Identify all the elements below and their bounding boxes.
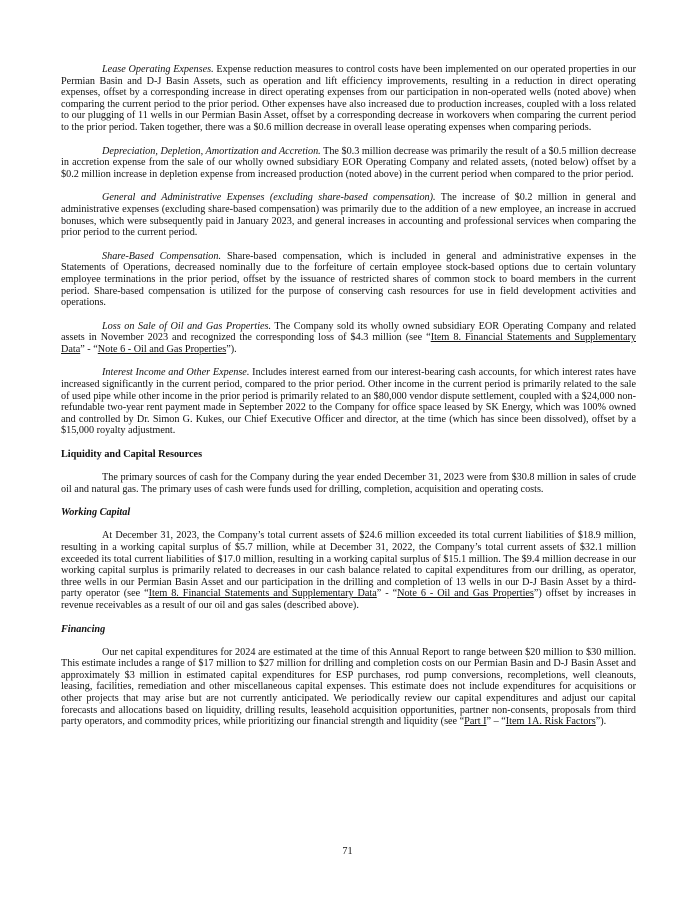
dda-text: The $0.3 million decrease was primarily the result of a $0.5 million decrease in accretion expense from the sale of our wholly owned subsidiary EOR Operating Company and related assets, (noted below) offset by a $0.2 million increase in depletion expense from increased production (noted above) in the current period when compared to the prior period. bbox=[61, 145, 637, 180]
financing-paragraph bbox=[61, 647, 636, 728]
working-capital-paragraph bbox=[61, 530, 636, 611]
loss-on-sale-heading: Loss on Sale of Oil and Gas Properties. bbox=[102, 320, 272, 332]
liquidity-paragraph: The primary sources of cash for the Company during the year ended December 31, 2023 were from $30.8 million in sales of crude oil and natural gas. The primary uses of cash were funds used for drilling, completion, acquisition and operating costs. bbox=[61, 472, 636, 495]
dda-heading: Depreciation, Depletion, Amortization and Accretion. bbox=[102, 145, 321, 157]
note-6-link[interactable]: Note 6 - Oil and Gas Properties bbox=[397, 588, 534, 600]
document-page bbox=[61, 64, 636, 740]
financing-separator: ” – “ bbox=[486, 716, 506, 728]
page-number: 71 bbox=[342, 846, 353, 857]
financing-heading: Financing bbox=[61, 623, 106, 635]
share-based-compensation-text: Share-based compensation, which is included in general and administrative expenses in the Statements of Operations, decreased nominally due to the forfeiture of certain employee stock-based options due to certain voluntary employee terminations in the prior period, offset by the issuance of restricted shares of common stock to board members in the current period. Share-based compensation is utilized for the purpose of conserving cash resources for use in field development activities and operations. bbox=[61, 250, 636, 309]
dda-paragraph bbox=[61, 146, 636, 181]
part-i-link[interactable]: Part I bbox=[464, 716, 487, 728]
financing-text: Our net capital expenditures for 2024 are estimated at the time of this Annual Report to range between $20 million to $30 million. This estimate includes a range of $17 million to $27 million for drilling and completion costs on our Permian Basin and D-J Basin Asset and approximately $3 million in estimated capital expenditures for ESP purchases, rod pump conversions, recompletions, well cleanouts, leasing, facilities, remediation and other miscellaneous capital expenses. This estimate does not include expenditures for acquisitions or other projects that may arise but are not currently anticipated. We periodically review our capital expenditures and adjust our capital forecasts and allocations based on liquidity, drilling results, leasehold acquisition opportunities, partner non-consents, proposals from third party operators, and commodity prices, while prioritizing our financial strength and liquidity (see “ bbox=[61, 646, 636, 728]
interest-income-text: Includes interest earned from our interest-bearing cash accounts, for which interest rates have increased significantly in the current period, compared to the prior period. Other income in the current period is primarily related to the sale of used pipe while other income in the prior period is primarily related to an $80,000 vendor dispute settlement, coupled with a $24,000 non-refundable two-year rent payment made in September 2022 to the Company for office space leased by SK Energy, which was 100% owned and controlled by Dr. Simon G. Kukes, our Chief Executive Officer and director, at the time (which has since been dissolved), offset by a $15,000 royalty adjustment. bbox=[61, 367, 636, 437]
share-based-compensation-paragraph bbox=[61, 251, 636, 309]
interest-income-paragraph bbox=[61, 367, 636, 437]
working-capital-text: At December 31, 2023, the Company’s total current assets of $24.6 million exceeded its total current liabilities of $18.9 million, resulting in a working capital surplus of $5.7 million, while at December 31, 2022, the Company’s total current assets of $32.1 million exceeded its total current liabilities of $17.0 million, resulting in a working capital surplus of $15.1 million. The $9.4 million decrease in our working capital surplus is primarily related to decreases in our cash balance related to capital expenditures from our drilling, as operator, three wells in our Permian Basin Asset and our participation in the drilling and completion of 13 wells in our D-J Basin Asset by a third-party operator (see “ bbox=[61, 530, 636, 600]
loss-on-sale-text-end: ”). bbox=[226, 343, 237, 355]
loss-on-sale-text: The Company sold its wholly owned subsidiary EOR Operating Company and related assets in November 2023 and recognized the corresponding loss of $4.3 million (see “ bbox=[61, 320, 636, 344]
item-8-link[interactable]: Item 8. Financial Statements and Supplementary Data bbox=[61, 332, 636, 355]
loss-on-sale-paragraph bbox=[61, 321, 636, 356]
gna-paragraph bbox=[61, 192, 636, 238]
working-capital-heading: Working Capital bbox=[61, 507, 131, 519]
lease-operating-expenses-text: Expense reduction measures to control costs have been implemented on our operated properties in our Permian Basin and D-J Basin Assets, such as operation and lift efficiency improvements, resulting in a reduction in direct operating expenses, offset by a corresponding increase in direct operating expenses from our participation in non-operated wells (noted above) when comparing the current period to the prior period. Other expenses have also increased due to production increases, coupled with a loss related to our plugging of 11 wells in our Permian Basin Asset, offset by a corresponding decrease in workovers when comparing the current period to the prior period. Taken together, there was a $0.6 million decrease in overall lease operating expenses when comparing periods. bbox=[61, 64, 636, 133]
gna-heading: General and Administrative Expenses (excluding share-based compensation). bbox=[102, 192, 436, 204]
loss-on-sale-separator: ” - “ bbox=[80, 343, 98, 355]
lease-operating-expenses-heading: Lease Operating Expenses. bbox=[102, 64, 214, 75]
note-6-link[interactable]: Note 6 - Oil and Gas Properties bbox=[97, 343, 227, 355]
item-8-link[interactable]: Item 8. Financial Statements and Supplementary Data bbox=[148, 588, 377, 600]
lease-operating-expenses-paragraph bbox=[61, 64, 636, 134]
working-capital-text-end: ”) offset by increases in revenue receivables as a result of our oil and gas sales (described above). bbox=[61, 588, 637, 611]
liquidity-heading: Liquidity and Capital Resources bbox=[61, 449, 203, 461]
gna-text: The increase of $0.2 million in general and administrative expenses (excluding share-based compensation) was primarily due to the addition of a new employee, an increase in accrued bonuses, which were subsequently paid in January 2023, and general increases in accounting and professional services when comparing the prior period to the current period. bbox=[61, 192, 636, 239]
share-based-compensation-heading: Share-Based Compensation. bbox=[102, 250, 222, 262]
working-capital-separator: ” - “ bbox=[376, 588, 398, 600]
financing-text-end: ”). bbox=[595, 716, 607, 728]
item-1a-link[interactable]: Item 1A. Risk Factors bbox=[505, 716, 596, 728]
interest-income-heading: Interest Income and Other Expense. bbox=[102, 367, 250, 379]
